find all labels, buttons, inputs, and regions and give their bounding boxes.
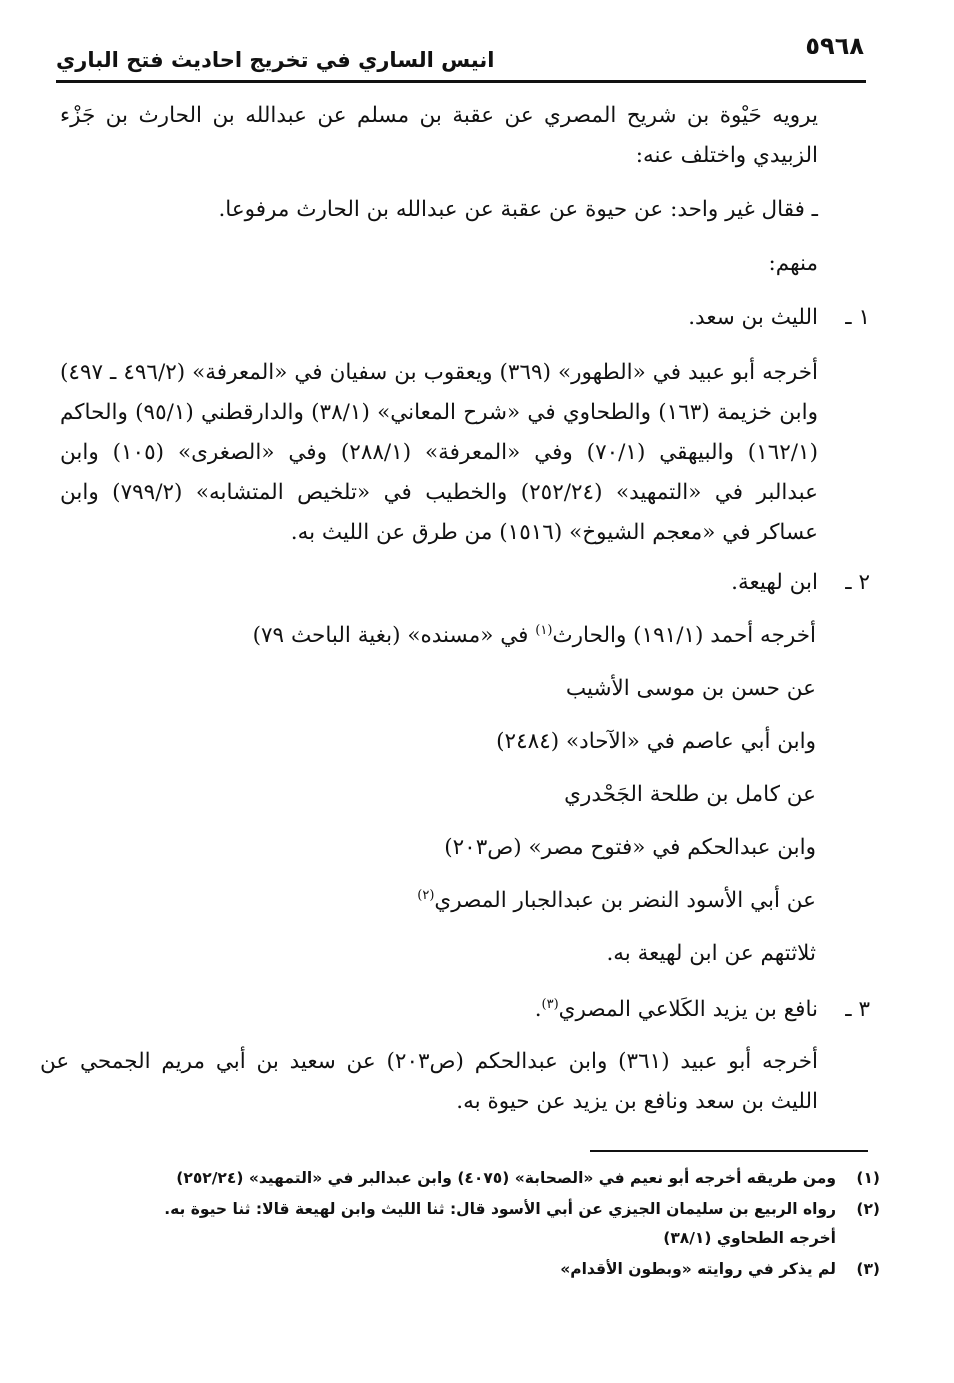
item-2-heading xyxy=(60,563,870,603)
footnote-ref-3[interactable]: (٣) xyxy=(541,996,559,1012)
item-2-line-2: عن حسن بن موسى الأشيب xyxy=(565,676,816,701)
item-1-takhrij: أخرجه أبو عبيد في «الطهور» (٣٦٩) ويعقوب بن سفيان في «المعرفة» (٤٩٦/٢ ـ ٤٩٧) وابن خزيمة (١٦٣) والطحاوي في «شرح المعاني» (٣٨/١) والدارقطني (٩٥/١) والحاكم (١٦٢/١) والبيهقي (٧٠/١) وفي «المعرفة» (٢٨٨/١) وفي «الصغرى» (١٠٥) وابن عبدالبر في «التمهيد» (٢٥٢/٢٤) والخطيب في «تلخيص المتشابه» (٧٩٩/٢) وابن عساكر في «معجم الشيوخ» (١٥١٦) من طرق عن الليث به. xyxy=(60,360,819,545)
item-3-number: ٣ ـ xyxy=(845,997,870,1022)
item-2-line-1 xyxy=(60,616,870,656)
footnote-3-line-1: لم يذكر في روايته «وبطون الأقدام» xyxy=(560,1260,836,1278)
footnote-2-text xyxy=(120,1195,836,1253)
item-2-line-4: عن كامل بن طلحة الجَحْدري xyxy=(564,782,816,807)
item-2-line-3: وابن أبي عاصم في «الآحاد» (٢٤٨٤) xyxy=(496,729,816,754)
footnote-2 xyxy=(120,1195,880,1253)
item-2-line-1-rest: في «مسنده» (بغية الباحث ٧٩) xyxy=(252,623,536,648)
item-3-heading xyxy=(60,990,870,1030)
item-1-heading xyxy=(60,298,870,338)
footnote-2-number: (٢) xyxy=(856,1200,880,1218)
item-2-line-6 xyxy=(60,881,870,921)
footnote-ref-2[interactable]: (٢) xyxy=(417,887,435,903)
item-2-line-1-text: أخرجه أحمد (١٩١/١) والحارث xyxy=(552,623,816,648)
item-1-number: ١ ـ xyxy=(845,305,870,330)
item-2-title: ابن لهيعة. xyxy=(731,570,818,595)
item-3-title-end: . xyxy=(534,997,542,1022)
footnote-1-text xyxy=(120,1164,836,1193)
item-3-title xyxy=(60,990,818,1030)
footnotes xyxy=(120,1164,880,1286)
footnote-rule xyxy=(590,1150,868,1152)
footnote-1 xyxy=(120,1164,880,1193)
footnote-3-text xyxy=(120,1255,836,1284)
footnote-1-number: (١) xyxy=(856,1169,880,1187)
footnote-1-line-1: ومن طريقه أخرجه أبو نعيم في «الصحابة» (٤٠٧٥) وابن عبدالبر في «التمهيد» (٢٥٢/٢٤) xyxy=(176,1169,836,1187)
minhum-label: منهم: xyxy=(768,251,818,276)
item-2-line-7: ثلاثتهم عن ابن لهيعة به. xyxy=(606,941,816,966)
header-rule xyxy=(56,80,866,83)
variant-line: ـ فقال غير واحد: عن حيوة عن عقبة عن عبدالله بن الحارث مرفوعا. xyxy=(218,197,818,222)
running-title: انيس الساري في تخريج احاديث فتح الباري xyxy=(56,48,495,72)
footnote-2-line-1: رواه الربيع بن سليمان الجيزي عن أبي الأسود قال: ثنا الليث وابن لهيعة قالا: ثنا حيوة به. xyxy=(164,1200,836,1218)
footnote-ref-1[interactable]: (١) xyxy=(535,622,553,638)
running-header xyxy=(56,30,864,80)
footnote-2-line-2: أخرجه الطحاوي (٣٨/١) xyxy=(663,1229,836,1247)
intro-paragraph: يرويه حَيْوة بن شريح المصري عن عقبة بن مسلم عن عبدالله بن الحارث بن جَزْء الزبيدي واختلف عنه: xyxy=(60,103,818,168)
item-2-line-6-text: عن أبي الأسود النضر بن عبدالجبار المصري xyxy=(434,888,816,913)
footnote-3-number: (٣) xyxy=(856,1260,880,1278)
item-3-takhrij: أخرجه أبو عبيد (٣٦١) وابن عبدالحكم (ص٢٠٣) عن سعيد بن أبي مريم الجمحي عن الليث بن سعد ونافع بن يزيد عن حيوة به. xyxy=(40,1049,818,1114)
footnote-3 xyxy=(120,1255,880,1284)
item-1-title: الليث بن سعد. xyxy=(688,305,818,330)
item-3-title-text: نافع بن يزيد الكَلاعي المصري xyxy=(558,997,818,1022)
main-text xyxy=(40,96,870,1122)
item-2-number: ٢ ـ xyxy=(845,570,870,595)
item-2-line-5: وابن عبدالحكم في «فتوح مصر» (ص٢٠٣) xyxy=(444,835,816,860)
page-number: ٥٩٦٨ xyxy=(805,32,864,60)
